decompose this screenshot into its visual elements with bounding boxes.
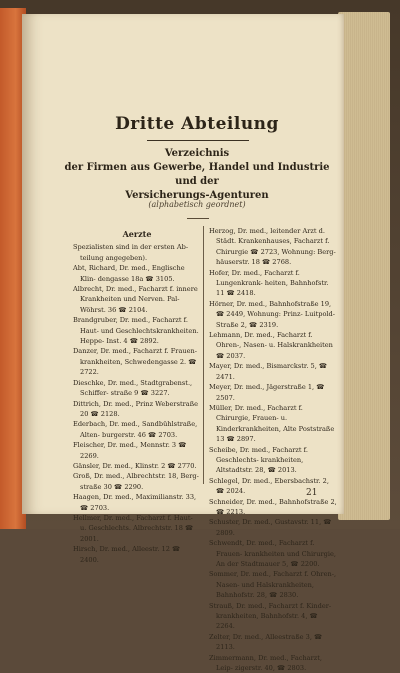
directory-entry: Strauß, Dr. med., Facharzt f. Kinder- krankheiten, Bahnhofstr. 4, ☎ 2264. — [209, 601, 332, 631]
left-column — [73, 226, 201, 565]
directory-entry: Hörner, Dr. med., Bahnhofstraße 19, ☎ 2449, Wohnung: Prinz- Luitpold-Straße 2, ☎ 2319. — [209, 299, 335, 329]
directory-entry: Fleischer, Dr. med., Mennstr. 3 ☎ 2269. — [73, 441, 187, 460]
directory-entry: Schwendt, Dr. med., Facharzt f. Frauen- krankheiten und Chirurgie, An der Stadtmauer 5, ☎ 2200. — [209, 539, 336, 568]
directory-entry: Lehmann, Dr. med., Facharzt f. Ohren-, Nasen- u. Halskrankheiten ☎ 2037. — [209, 331, 333, 360]
directory-entry: Schlegel, Dr. med., Ebersbachstr. 2, ☎ 2024. — [209, 476, 329, 496]
directory-entry: Danzer, Dr. med., Facharzt f. Frauen- krankheiten, Schwedengasse 2. ☎ 2722. — [73, 347, 198, 377]
note-rule — [187, 218, 209, 219]
left-entry-list — [73, 242, 201, 565]
directory-entry: Albrecht, Dr. med., Facharzt f. innere Krankheiten und Nerven. Pal- Wöhrst. 36 ☎ 2104. — [73, 285, 198, 314]
directory-entry: Sommer, Dr. med., Facharzt f. Ohren-, Nasen- und Halskrankheiten, Bahnhofstr. 28, ☎ 2830. — [209, 570, 337, 600]
directory-entry: Brandgruber, Dr. med., Facharzt f. Haut- und Geschlechtskrankheiten. Heppe- Inst. 4 ☎ 2892. — [73, 316, 199, 346]
directory-entry: Schneider, Dr. med., Bahnhofstraße 2, ☎ 2213. — [209, 497, 337, 516]
directory-entry: Dittrich, Dr. med., Prinz Weberstraße 20 ☎ 2128. — [73, 399, 199, 418]
directory-entry: Ederbach, Dr. med., Sandbühlstraße, Alten- burgerstr. 46 ☎ 2703. — [73, 420, 198, 439]
directory-entry: Gänsler, Dr. med., Klinstr. 2 ☎ 2770. — [73, 461, 197, 470]
directory-heading-line-1: Verzeichnis — [164, 148, 230, 159]
directory-entry: Zimmermann, Dr. med., Facharzt, Leip- zigerstr. 40, ☎ 2803. — [209, 653, 322, 673]
column-divider — [203, 226, 204, 484]
directory-entry: Dieschke, Dr. med., Stadtgrabenst., Schiffer- straße 9 ☎ 3227. — [73, 378, 193, 398]
directory-note: (alphabetisch geordnet) — [148, 200, 246, 209]
directory-entry: Hirsch, Dr. med., Alleestr. 12 ☎ 2400. — [73, 545, 181, 564]
directory-entry: Mayer, Dr. med., Bismarckstr. 5, ☎ 2471. — [209, 362, 328, 381]
directory-entry: Hofer, Dr. med., Facharzt f. Lungenkrank- heiten, Bahnhofstr. 11 ☎ 2418. — [209, 268, 329, 298]
directory-entry: Spezialisten sind in der ersten Ab- teilung angegeben). — [73, 243, 189, 262]
directory-heading — [52, 147, 342, 203]
page-number: 21 — [306, 488, 318, 498]
section-heading: Aerzte — [122, 229, 152, 239]
section-title: Dritte Abteilung — [115, 114, 279, 134]
directory-entry: Hellmer, Dr. med., Facharzt f. Haut- u. Geschlechts. Albrechtstr. 18 ☎ 2001. — [73, 513, 194, 543]
page-stack-edge — [338, 12, 390, 520]
book-page — [22, 14, 344, 673]
directory-heading-line-2: der Firmen aus Gewerbe, Handel und Industrie und der — [64, 162, 330, 187]
right-column — [209, 226, 337, 673]
directory-entry: Haagen, Dr. med., Maximilianstr. 33, ☎ 2703. — [73, 493, 197, 512]
directory-entry: Müller, Dr. med., Facharzt f. Chirurgie, Frauen- u. Kinderkrankheiten, Alte Poststraße 13 ☎ 2897. — [209, 403, 335, 444]
title-rule — [147, 140, 249, 141]
directory-entry: Scheibe, Dr. med., Facharzt f. Geschlechts- krankheiten, Altstadtstr. 28, ☎ 2013. — [209, 445, 308, 475]
directory-entry: Meyer, Dr. med., Jägerstraße 1, ☎ 2507. — [209, 383, 325, 402]
directory-heading-line-3: Versicherungs-Agenturen — [125, 190, 269, 201]
directory-entry: Herzog, Dr. med., leitender Arzt d. Städt. Krankenhauses, Facharzt f. Chirurgie ☎ 2723, Wohnung: Berg- häuserstr. 18 ☎ 2768. — [209, 227, 336, 267]
right-entry-list — [209, 226, 337, 673]
directory-entry: Groß, Dr. med., Albrechtstr. 18, Berg- straße 30 ☎ 2290. — [73, 472, 199, 491]
directory-entry: Schuster, Dr. med., Gustavstr. 11, ☎ 2809. — [209, 518, 332, 537]
directory-entry: Zelter, Dr. med., Alleestraße 3, ☎ 2113. — [209, 632, 323, 652]
directory-entry: Abt, Richard, Dr. med., Englische Klin- dengasse 18a ☎ 3105. — [73, 264, 185, 283]
